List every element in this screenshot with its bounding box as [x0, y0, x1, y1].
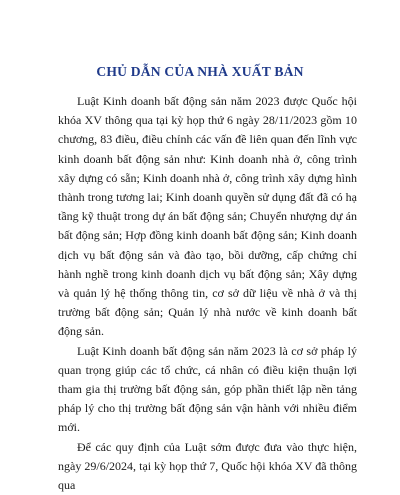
document-title: CHỦ DẪN CỦA NHÀ XUẤT BẢN: [96, 64, 304, 79]
document-body: [58, 92, 357, 495]
paragraph-2: Luật Kinh doanh bất động sản năm 2023 là cơ sở pháp lý quan trọng giúp các tổ chức, cá nhân có điều kiện thuận lợi tham gia thị trường bất động sản, góp phần thiết lập nền tảng pháp lý cho thị trường bất động sản vận hành với nhiều điểm mới.: [58, 343, 357, 435]
paragraph-1: Luật Kinh doanh bất động sản năm 2023 được Quốc hội khóa XV thông qua tại kỳ họp thứ 6 ngày 28/11/2023 gồm 10 chương, 83 điều, điều chỉnh các vấn đề liên quan đến lĩnh vực kinh doanh bất động sản như: Kinh doanh nhà ở, công trình xây dựng có sẵn; Kinh doanh nhà ở, công trình xây dựng hình thành trong tương lai; Kinh doanh quyền sử dụng đất đã có hạ tầng kỹ thuật trong dự án bất động sản; Chuyển nhượng dự án bất động sản; Hợp đồng kinh doanh bất động sản; Kinh doanh dịch vụ bất động sản và đào tạo, bồi dưỡng, cấp chứng chỉ hành nghề trong kinh doanh dịch vụ bất động sản; Xây dựng và quản lý hệ thống thông tin, cơ sở dữ liệu về nhà ở và thị trường bất động sản; Quản lý nhà nước về kinh doanh bất động sản.: [58, 94, 357, 339]
paragraph-3: Để các quy định của Luật sớm được đưa vào thực hiện, ngày 29/6/2024, tại kỳ họp thứ 7, Quốc hội khóa XV đã thông qua: [58, 439, 357, 493]
